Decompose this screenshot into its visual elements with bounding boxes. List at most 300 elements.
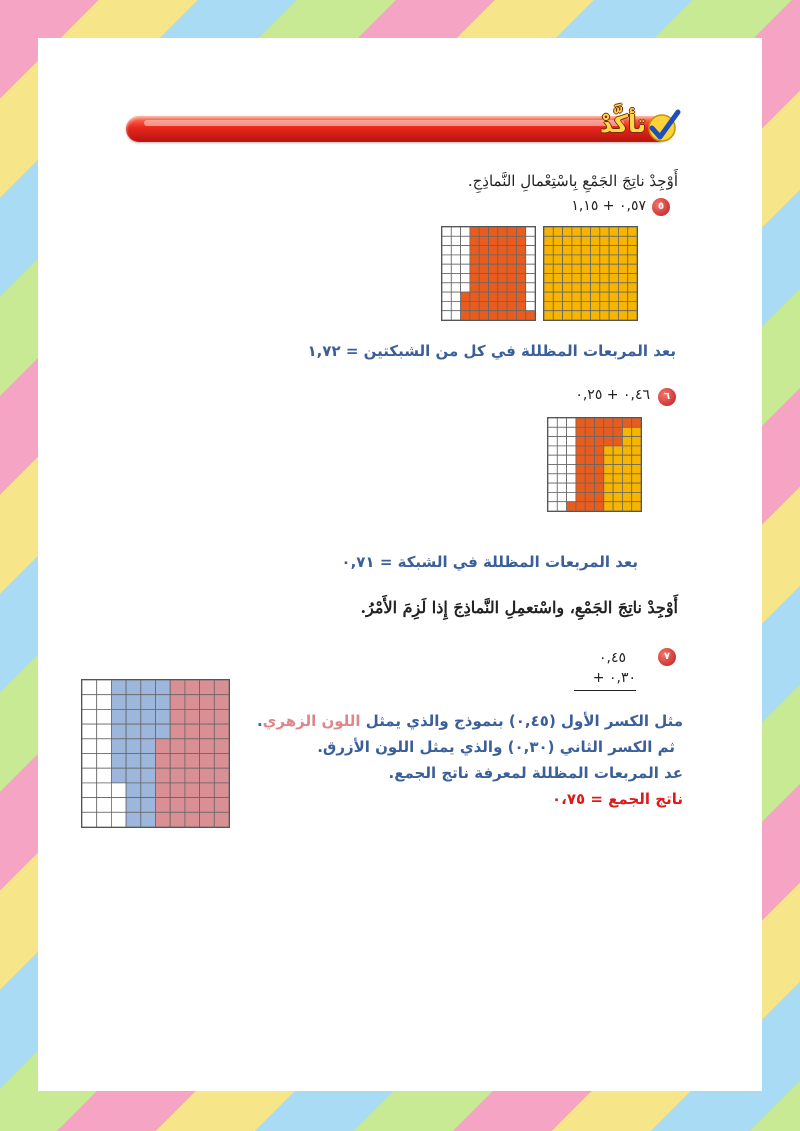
grid-cell [591,311,600,320]
grid-cell [126,695,141,710]
grid-cell [489,301,498,310]
grid-cell [126,768,141,783]
grid-cell [214,680,229,695]
grid-cell [576,492,585,501]
grid-cell [200,798,215,813]
grid-cell [516,236,525,245]
grid-cell [628,283,637,292]
grid-cell [628,301,637,310]
grid-cell [553,255,562,264]
grid-cell [613,502,622,511]
grid-cell [97,768,112,783]
grid-cell [613,427,622,436]
grid-cell [479,292,488,301]
grid-cell [526,274,535,283]
grid-cell [600,236,609,245]
grid-cell [470,227,479,236]
grid-cell [82,783,97,798]
grid-cell [479,274,488,283]
grid-cell [141,754,156,769]
grid-cell [600,311,609,320]
grid-cell [576,474,585,483]
grid-cell [553,274,562,283]
grid-cell [214,783,229,798]
grid-cell [498,292,507,301]
grid-cell [470,292,479,301]
grid-cell [126,724,141,739]
grid-cell [604,437,613,446]
grid-cell [585,492,594,501]
grid-cell [470,236,479,245]
grid-cell [82,798,97,813]
grid-cell [141,739,156,754]
grid-cell [628,292,637,301]
grid-cell [507,246,516,255]
grid-cell [126,739,141,754]
grid-cell [604,455,613,464]
grid-cell [618,301,627,310]
problem-7-line1: ٠,٤٥ [598,650,626,666]
grid-cell [442,255,451,264]
grid-cell [479,264,488,273]
grid-cell [622,465,631,474]
grid-cell [461,236,470,245]
grid-cell [516,227,525,236]
grid-cell [591,255,600,264]
grid-cell [622,483,631,492]
grid-cell [479,227,488,236]
grid-cell [507,292,516,301]
grid-cell [581,227,590,236]
grid-cell [156,768,171,783]
grid-cell [613,492,622,501]
grid-cell [470,283,479,292]
grid-cell [618,227,627,236]
grid-cell [600,301,609,310]
grid-cell [604,492,613,501]
grid-cell [470,264,479,273]
grid-cell [581,292,590,301]
grid-cell [141,783,156,798]
grid-cell [557,492,566,501]
grid-cell [156,798,171,813]
grid-cell [97,812,112,827]
grid-cell [609,227,618,236]
grid-cell [618,236,627,245]
grid-cell [548,465,557,474]
grid-cell [557,455,566,464]
explanation-line-1 [243,712,683,730]
grid-cell [451,246,460,255]
grid-cell [461,274,470,283]
grid-cell [185,783,200,798]
hundred-grid-5b [543,226,638,321]
grid-cell [97,695,112,710]
grid-cell [126,754,141,769]
grid-cell [111,754,126,769]
grid-cell [628,236,637,245]
grid-cell [557,446,566,455]
grid-cell [544,283,553,292]
grid-cell [200,709,215,724]
grid-cell [557,418,566,427]
grid-cell [563,311,572,320]
grid-cell [604,483,613,492]
grid-cell [185,680,200,695]
grid-cell [585,483,594,492]
grid-cell [479,311,488,320]
grid-cell [516,255,525,264]
grid-cell [600,274,609,283]
grid-cell [567,502,576,511]
grid-cell [567,437,576,446]
grid-cell [82,695,97,710]
grid-cell [461,292,470,301]
grid-cell [557,502,566,511]
grid-cell [451,236,460,245]
grid-cell [581,246,590,255]
grid-cell [544,227,553,236]
grid-cell [567,465,576,474]
grid-cell [600,255,609,264]
grid-cell [442,227,451,236]
grid-cell [563,301,572,310]
grid-cell [553,283,562,292]
grid-cell [576,427,585,436]
grid-cell [507,283,516,292]
grid-cell [585,465,594,474]
grid-cell [563,246,572,255]
grid-cell [111,739,126,754]
grid-cell [526,301,535,310]
grid-cell [632,418,641,427]
grid-cell [214,709,229,724]
instruction-2: أَوْجِدْ ناتِجَ الجَمْعِ، واسْتعمِلِ النَّماذِجَ إِذا لَزِمَ الأَمْرُ. [360,598,678,617]
grid-cell [489,264,498,273]
grid-cell [470,301,479,310]
grid-cell [595,418,604,427]
grid-cell [544,292,553,301]
grid-cell [632,483,641,492]
grid-cell [461,301,470,310]
grid-cell [185,695,200,710]
grid-cell [111,783,126,798]
grid-cell [489,236,498,245]
grid-cell [498,255,507,264]
grid-cell [613,437,622,446]
answer-6: بعد المربعات المظللة في الشبكة = ٠,٧١ [341,553,638,571]
grid-cell [214,798,229,813]
grid-cell [185,798,200,813]
grid-cell [595,492,604,501]
grid-cell [613,418,622,427]
grid-cell [567,455,576,464]
grid-cell [553,292,562,301]
grid-cell [544,301,553,310]
grid-cell [604,474,613,483]
grid-cell [572,301,581,310]
grid-cell [442,311,451,320]
grid-cell [126,812,141,827]
grid-cell [461,246,470,255]
grid-cell [595,427,604,436]
grid-cell [572,283,581,292]
grid-cell [585,502,594,511]
grid-cell [553,227,562,236]
grid-cell [170,812,185,827]
grid-cell [214,812,229,827]
grid-cell [141,812,156,827]
grid-cell [156,783,171,798]
grid-cell [185,724,200,739]
grid-cell [563,292,572,301]
grid-cell [82,680,97,695]
grid-cell [97,680,112,695]
grid-cell [507,274,516,283]
grid-cell [572,311,581,320]
grid-cell [461,264,470,273]
instruction-1: أَوْجِدْ ناتِجَ الجَمْعِ بِاسْتِعْمالِ النَّماذِجِ. [467,172,678,190]
grid-cell [156,739,171,754]
grid-cell [632,427,641,436]
grid-cell [604,418,613,427]
grid-cell [200,754,215,769]
grid-cell [618,283,627,292]
grid-cell [609,236,618,245]
grid-cell [595,446,604,455]
grid-cell [516,301,525,310]
grid-cell [618,246,627,255]
grid-cell [567,446,576,455]
grid-cell [563,274,572,283]
grid-cell [576,465,585,474]
grid-cell [507,311,516,320]
grid-cell [200,680,215,695]
grid-cell [600,292,609,301]
grid-cell [622,427,631,436]
grid-cell [489,227,498,236]
grid-cell [451,227,460,236]
grid-cell [585,437,594,446]
grid-cell [622,437,631,446]
grid-cell [489,274,498,283]
grid-cell [553,264,562,273]
grid-cell [548,427,557,436]
grid-cell [442,246,451,255]
grid-cell [572,264,581,273]
grid-cell [111,695,126,710]
grid-cell [214,724,229,739]
grid-cell [111,724,126,739]
grid-cell [516,274,525,283]
grid-cell [479,236,488,245]
grid-cell [526,246,535,255]
grid-cell [567,474,576,483]
grid-cell [613,483,622,492]
grid-cell [516,292,525,301]
grid-cell [553,236,562,245]
grid-cell [548,446,557,455]
grid-cell [489,283,498,292]
grid-cell [572,236,581,245]
grid-cell [516,264,525,273]
grid-cell [572,246,581,255]
grid-cell [156,724,171,739]
grid-cell [544,236,553,245]
grid-cell [585,455,594,464]
grid-cell [507,255,516,264]
grid-cell [628,274,637,283]
grid-cell [214,754,229,769]
grid-cell [214,739,229,754]
grid-cell [97,783,112,798]
grid-cell [470,246,479,255]
grid-cell [622,418,631,427]
grid-cell [111,812,126,827]
grid-cell [600,283,609,292]
grid-cell [156,695,171,710]
pink-color-label: اللون الزهري [262,712,361,730]
grid-cell [170,768,185,783]
grid-cell [451,255,460,264]
grid-cell [632,502,641,511]
grid-cell [604,446,613,455]
grid-cell [507,236,516,245]
grid-cell [526,236,535,245]
grid-cell [604,427,613,436]
grid-cell [581,283,590,292]
grid-cell [609,246,618,255]
explanation-text: مثل الكسر الأول (٠,٤٥) بنموذج والذي يمثل [360,712,683,730]
grid-cell [141,709,156,724]
grid-cell [498,236,507,245]
problem-7-badge: ٧ [658,648,676,666]
grid-cell [498,227,507,236]
grid-cell [479,283,488,292]
grid-cell [572,227,581,236]
grid-cell [544,255,553,264]
grid-cell [82,709,97,724]
grid-cell [97,798,112,813]
grid-cell [479,246,488,255]
grid-cell [141,680,156,695]
grid-cell [200,812,215,827]
grid-cell [628,227,637,236]
problem-7-line2: ٠,٣٠ + [592,670,636,686]
grid-cell [489,246,498,255]
grid-cell [141,724,156,739]
grid-cell [613,474,622,483]
grid-cell [563,227,572,236]
grid-cell [214,695,229,710]
grid-cell [548,474,557,483]
sum-result: ناتج الجمع = ٠،٧٥ [551,790,683,808]
grid-cell [576,502,585,511]
grid-cell [604,502,613,511]
grid-cell [609,274,618,283]
grid-cell [544,246,553,255]
grid-cell [581,311,590,320]
grid-cell [516,283,525,292]
grid-cell [82,739,97,754]
grid-cell [82,724,97,739]
problem-5-expression: ٠,٥٧ + ١,١٥ [571,198,646,214]
grid-cell [442,236,451,245]
grid-cell [111,798,126,813]
grid-cell [185,739,200,754]
grid-cell [516,311,525,320]
grid-cell [548,483,557,492]
grid-cell [576,446,585,455]
grid-cell [563,255,572,264]
grid-cell [479,255,488,264]
grid-cell [576,437,585,446]
grid-cell [126,798,141,813]
grid-cell [526,255,535,264]
grid-cell [470,255,479,264]
grid-cell [461,311,470,320]
grid-cell [451,274,460,283]
grid-cell [470,274,479,283]
grid-cell [595,455,604,464]
grid-cell [600,227,609,236]
grid-cell [156,709,171,724]
grid-cell [442,274,451,283]
grid-cell [126,680,141,695]
grid-cell [111,709,126,724]
grid-cell [516,246,525,255]
grid-cell [479,301,488,310]
grid-cell [591,236,600,245]
grid-cell [567,418,576,427]
grid-cell [591,292,600,301]
grid-cell [170,783,185,798]
grid-cell [451,311,460,320]
grid-cell [585,474,594,483]
grid-cell [170,798,185,813]
grid-cell [498,264,507,273]
grid-cell [563,264,572,273]
grid-cell [591,227,600,236]
grid-cell [544,311,553,320]
grid-cell [507,264,516,273]
grid-cell [498,274,507,283]
grid-cell [591,264,600,273]
grid-cell [170,754,185,769]
grid-cell [595,483,604,492]
grid-cell [600,264,609,273]
grid-cell [557,437,566,446]
grid-cell [585,418,594,427]
grid-cell [141,798,156,813]
hundred-grid-6 [547,417,642,512]
grid-cell [553,301,562,310]
period: . [256,712,263,730]
grid-cell [581,264,590,273]
grid-cell [609,311,618,320]
answer-5: بعد المربعات المظللة في كل من الشبكتين = ١,٧٢ [307,342,676,360]
grid-cell [632,446,641,455]
grid-cell [632,492,641,501]
grid-cell [572,255,581,264]
grid-cell [185,709,200,724]
grid-cell [600,246,609,255]
grid-cell [591,301,600,310]
worksheet-page [38,38,762,1091]
grid-cell [628,311,637,320]
grid-cell [581,274,590,283]
grid-cell [628,246,637,255]
